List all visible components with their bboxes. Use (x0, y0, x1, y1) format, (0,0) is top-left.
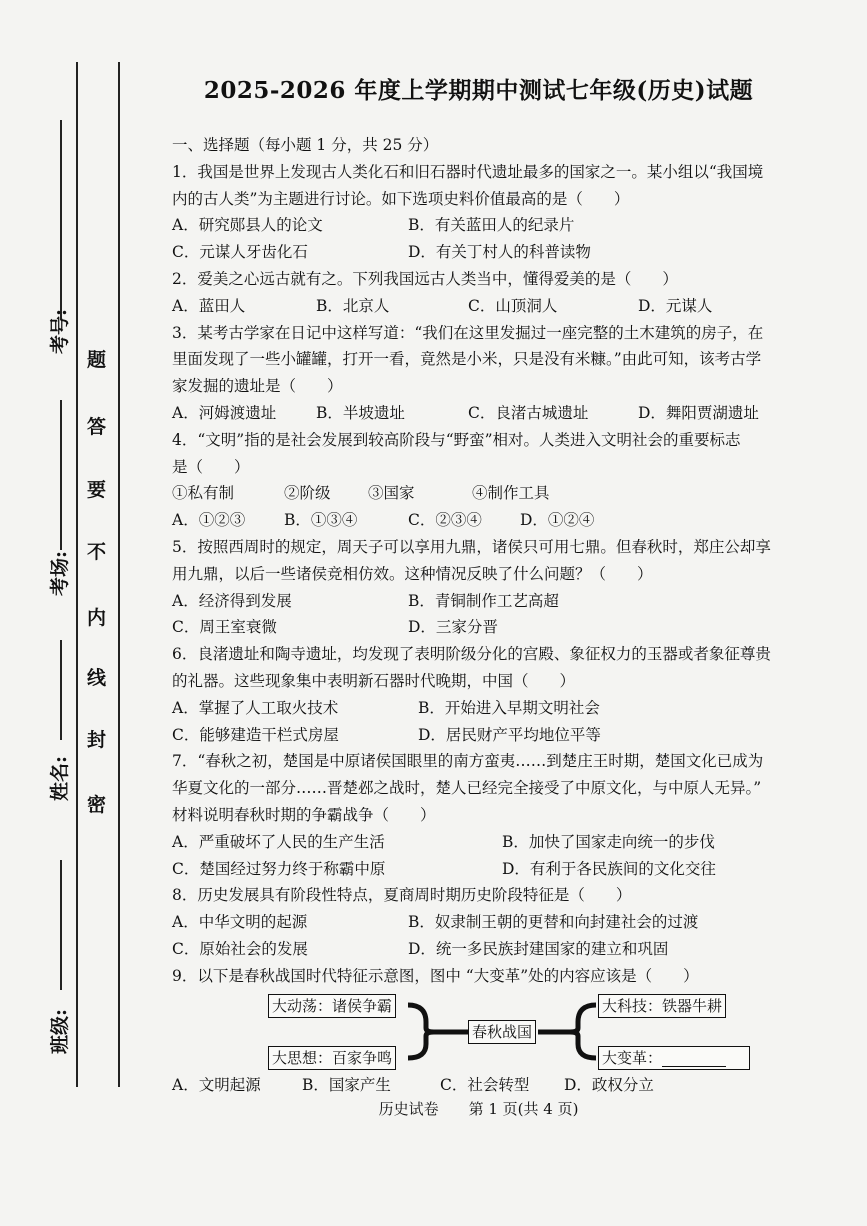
statement-item: ④制作工具 (472, 484, 550, 503)
question-8-line: 8．历史发展具有阶段性特点，夏商周时期历史阶段特征是（ ） (172, 886, 632, 905)
question-7-line: 材料说明春秋时期的争霸战争（ ） (172, 805, 436, 824)
option-c[interactable]: C．周王室衰微 (172, 618, 277, 637)
question-1-line: 内的古人类”为主题进行讨论。如下选项史料价值最高的是（ ） (172, 189, 630, 208)
option-c[interactable]: C．原始社会的发展 (172, 939, 308, 958)
option-d[interactable]: D．统一多民族封建国家的建立和巩固 (408, 939, 669, 958)
id-blank-line (60, 120, 62, 320)
diagram-box-right-top: 大科技：铁器牛耕 (598, 994, 726, 1018)
option-d[interactable]: D．有关丁村人的科普读物 (408, 243, 591, 262)
question-2-line: 2．爱美之心远古就有之。下列我国远古人类当中，懂得爱美的是（ ） (172, 269, 678, 288)
option-d[interactable]: D．居民财产平均地位平等 (418, 725, 601, 744)
option-c[interactable]: C．元谋人牙齿化石 (172, 243, 308, 262)
question-7-line: 7．“春秋之初，楚国是中原诸侯国眼里的南方蛮夷……到楚庄王时期，楚国文化已成为 (172, 752, 764, 771)
diagram-box-left-top: 大动荡：诸侯争霸 (268, 994, 396, 1018)
seal-char: 线 (87, 667, 107, 689)
exam-room-blank-line (60, 400, 62, 550)
question-3-line: 里面发现了一些小罐罐，打开一看，竟然是小米，只是没有米糠。”由此可知，该考古学 (172, 350, 762, 369)
option-c[interactable]: C．能够建造干栏式房屋 (172, 725, 339, 744)
diagram-box-center: 春秋战国 (468, 1020, 536, 1044)
option-d[interactable]: D．舞阳贾湖遗址 (638, 403, 759, 422)
question-5-line: 用九鼎，以后一些诸侯竞相仿效。这种情况反映了什么问题？（ ） (172, 564, 653, 583)
option-a[interactable]: A．研究郧县人的论文 (172, 216, 323, 235)
option-b[interactable]: B．北京人 (316, 296, 390, 315)
option-a[interactable]: A．严重破坏了人民的生产生活 (172, 832, 385, 851)
option-b[interactable]: B．开始进入早期文明社会 (418, 698, 600, 717)
question-6-line: 6．良渚遗址和陶寺遗址，均发现了表明阶级分化的宫殿、象征权力的玉器或者象征尊贵 (172, 645, 771, 664)
seal-char: 答 (87, 416, 107, 438)
field-name-label: 姓名: (49, 755, 72, 802)
statement-item: ①私有制 (172, 484, 235, 503)
field-exam-room-label: 考场: (49, 550, 72, 597)
option-d[interactable]: D．三家分晋 (408, 618, 498, 637)
field-id-label: 考号: (49, 308, 72, 355)
question-1-line: 1．我国是世界上发现古人类化石和旧石器时代遗址最多的国家之一。某小组以“我国境 (172, 162, 764, 181)
question-7-line: 华夏文化的一部分……晋楚邲之战时，楚人已经完全接受了中原文化，与中原人无异。” (172, 779, 762, 798)
question-9-line: 9．以下是春秋战国时代特征示意图，图中 “大变革”处的内容应该是（ ） (172, 966, 699, 985)
option-b[interactable]: B．半坡遗址 (316, 403, 405, 422)
option-c[interactable]: C．②③④ (408, 511, 482, 530)
class-blank-line (60, 860, 62, 990)
option-a[interactable]: A．蓝田人 (172, 296, 246, 315)
question-area (172, 132, 832, 1098)
seal-char: 内 (87, 607, 107, 629)
diagram-box-left-bottom: 大思想：百家争鸣 (268, 1046, 396, 1070)
option-a[interactable]: A．①②③ (172, 511, 246, 530)
question-4-line: 是（ ） (172, 457, 250, 476)
option-a[interactable]: A．掌握了人工取火技术 (172, 698, 339, 717)
option-c[interactable]: C．良渚古城遗址 (468, 403, 589, 422)
option-b[interactable]: B．奴隶制王朝的更替和向封建社会的过渡 (408, 913, 699, 932)
option-b[interactable]: B．有关蓝田人的纪录片 (408, 216, 575, 235)
option-d[interactable]: D．元谋人 (638, 296, 713, 315)
question-3-line: 3．某考古学家在日记中这样写道：“我们在这里发掘过一座完整的土木建筑的房子，在 (172, 323, 764, 342)
option-c[interactable]: C．楚国经过努力终于称霸中原 (172, 859, 386, 878)
binding-line-outer (76, 62, 78, 1087)
name-blank-line (60, 640, 62, 740)
seal-char: 密 (87, 794, 107, 816)
page-title: 2025-2026 年度上学期期中测试七年级(历史)试题 (203, 77, 754, 104)
option-d[interactable]: D．政权分立 (564, 1075, 654, 1094)
statement-item: ③国家 (368, 484, 415, 503)
field-class-label: 班级: (49, 1008, 72, 1055)
option-b[interactable]: B．加快了国家走向统一的步伐 (502, 832, 715, 851)
question-4-line: 4．“文明”指的是社会发展到较高阶段与“野蛮”相对。人类进入文明社会的重要标志 (172, 430, 741, 449)
seal-char: 要 (87, 479, 107, 501)
seal-char: 封 (87, 729, 107, 751)
option-a[interactable]: A．经济得到发展 (172, 591, 292, 610)
answer-blank[interactable] (662, 1051, 726, 1067)
option-a[interactable]: A．中华文明的起源 (172, 913, 308, 932)
option-c[interactable]: C．社会转型 (440, 1075, 530, 1094)
question-6-line: 的礼器。这些现象集中表明新石器时代晚期，中国（ ） (172, 671, 576, 690)
question-5-line: 5．按照西周时的规定，周天子可以享用九鼎，诸侯只可用七鼎。但春秋时，郑庄公却享 (172, 537, 771, 556)
option-d[interactable]: D．有利于各民族间的文化交往 (502, 859, 716, 878)
option-b[interactable]: B．青铜制作工艺高超 (408, 591, 559, 610)
question-3-line: 家发掘的遗址是（ ） (172, 377, 343, 396)
option-a[interactable]: A．文明起源 (172, 1075, 261, 1094)
diagram-right-bottom-label: 大变革： (602, 1048, 663, 1067)
option-a[interactable]: A．河姆渡遗址 (172, 403, 277, 422)
diagram-box-right-bottom (598, 1046, 750, 1070)
option-c[interactable]: C．山顶洞人 (468, 296, 558, 315)
era-diagram (172, 992, 832, 1072)
page-footer: 历史试卷 第 1 页(共 4 页) (378, 1100, 579, 1118)
option-d[interactable]: D．①②④ (520, 511, 595, 530)
option-b[interactable]: B．国家产生 (302, 1075, 391, 1094)
binding-line-inner (118, 62, 120, 1087)
section-heading: 一、选择题（每小题 1 分，共 25 分） (172, 136, 439, 154)
statement-item: ②阶级 (284, 484, 331, 503)
option-b[interactable]: B．①③④ (284, 511, 358, 530)
seal-char: 不 (87, 541, 107, 563)
seal-char: 题 (87, 349, 107, 371)
